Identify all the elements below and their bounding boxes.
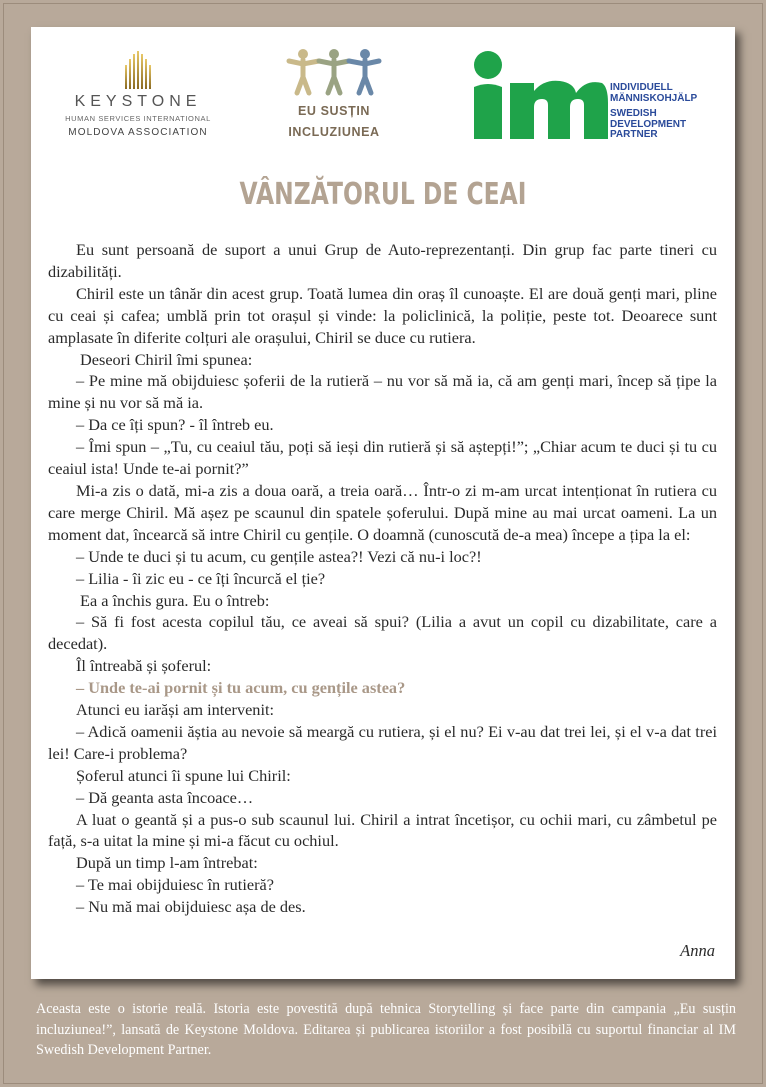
paragraph: – Unde te duci și tu acum, cu gențile astea?! Vezi că nu-i loc?! <box>76 546 482 566</box>
keystone-subtitle: HUMAN SERVICES INTERNATIONAL <box>65 114 211 123</box>
highlighted-paragraph: – Unde te-ai pornit și tu acum, cu gențile astea? <box>76 678 406 698</box>
story-body <box>48 239 717 918</box>
paragraph: – Lilia - îi zic eu - ce îți încurcă el ție? <box>76 568 326 588</box>
paragraph: După un timp l-am întrebat: <box>76 853 258 873</box>
footer-note: Aceasta este o istorie reală. Istoria este povestită după tehnica Storytelling și face parte din campania „Eu susțin incluziunea!”, lansată de Keystone Moldova. Editarea și publicarea istoriilor a fost posibilă cu suportul financiar al IM Swedish Development Partner. <box>36 1001 736 1058</box>
paragraph: – Nu mă mai obijduiesc așa de des. <box>76 897 306 917</box>
paragraph: Atunci eu iarăși am intervenit: <box>76 700 275 720</box>
people-holding-hands-icon <box>285 47 383 97</box>
paragraph: – Să fi fost acesta copilul tău, ce aveai să spui? (Lilia a avut un copil cu dizabilitate, care a decedat). <box>48 612 717 654</box>
paragraph: Mi-a zis o dată, mi-a zis a doua oară, a treia oară… Într-o zi m-am urcat intenționat în rutiera cu care merge Chiril. Mă așez pe scaunul din spatele șoferului. După mine au mai urcat oameni. La un moment dat, încearcă să intre Chiril cu gențile. O doamnă (cunoscută de-a mea) începe a țipa la el: <box>48 480 717 544</box>
keystone-association: MOLDOVA ASSOCIATION <box>68 127 208 138</box>
keystone-logo <box>63 51 213 146</box>
im-line1: INDIVIDUELL <box>610 82 673 93</box>
im-line5: PARTNER <box>610 129 658 140</box>
im-logo-text <box>610 83 710 141</box>
keystone-mark-icon <box>124 51 152 89</box>
paragraph: – Da ce îți spun? - îl întreb eu. <box>76 415 274 435</box>
paragraph: Șoferul atunci îi spune lui Chiril: <box>76 765 291 785</box>
eu-logo-line2: INCLUZIUNEA <box>288 125 380 139</box>
paragraph: – Adică oamenii ăștia au nevoie să meargă cu rutiera, și el nu? Ei v-au dat trei lei, și el v-a dat trei lei! Care-i problema? <box>48 721 717 763</box>
eu-sustin-logo <box>279 47 389 147</box>
paragraph: – Te mai obijduiesc în rutieră? <box>76 875 274 895</box>
paragraph: – Pe mine mă obijduiesc șoferii de la rutieră – nu vor să mă ia, că am genți mari, încep să țipe la mine și nu vor să mă ia. <box>48 371 717 413</box>
paragraph: Chiril este un tânăr din acest grup. Toată lumea din oraș îl cunoaște. El are două genți mari, pline cu ceai și cafea; umblă prin tot orașul și vinde: la policlinică, la poliție, peste tot. Deoarece sunt amplasate în diferite colțuri ale orașului, Chiril se duce cu rutiera. <box>48 283 717 347</box>
paragraph: A luat o geantă și a pus-o sub scaunul lui. Chiril a intrat încetișor, cu ochii mari, cu zâmbetul pe față, s-a uitat la mine și mi-a făcut cu ochiul. <box>48 809 717 851</box>
paragraph: – Dă geanta asta încoace… <box>76 787 254 807</box>
im-line3: SWEDISH <box>610 108 657 119</box>
paragraph: Ea a închis gura. Eu o întreb: <box>80 590 270 610</box>
im-logo <box>468 47 708 147</box>
paragraph: Deseori Chiril îmi spunea: <box>80 349 253 369</box>
im-line2: MÄNNISKOHJÄLP <box>610 92 698 104</box>
im-mark-icon <box>468 47 608 141</box>
paragraph: Îl întreabă și șoferul: <box>76 656 212 676</box>
keystone-name: KEYSTONE <box>74 93 202 110</box>
im-line4: DEVELOPMENT <box>610 118 687 130</box>
eu-logo-line1: EU SUSȚIN <box>297 104 371 118</box>
paragraph: – Îmi spun – „Tu, cu ceaiul tău, poți să ieși din rutieră și să aștepți!”; „Chiar acum te duci și tu cu ceaiul ista! Unde te-ai pornit?” <box>48 437 717 479</box>
paragraph: Eu sunt persoană de suport a unui Grup de Auto-reprezentanți. Din grup fac parte tineri cu dizabilități. <box>48 240 717 281</box>
author-signature: Anna <box>680 941 715 960</box>
story-title: VÂNZĂTORUL DE CEAI <box>239 177 527 212</box>
story-card <box>31 27 735 979</box>
